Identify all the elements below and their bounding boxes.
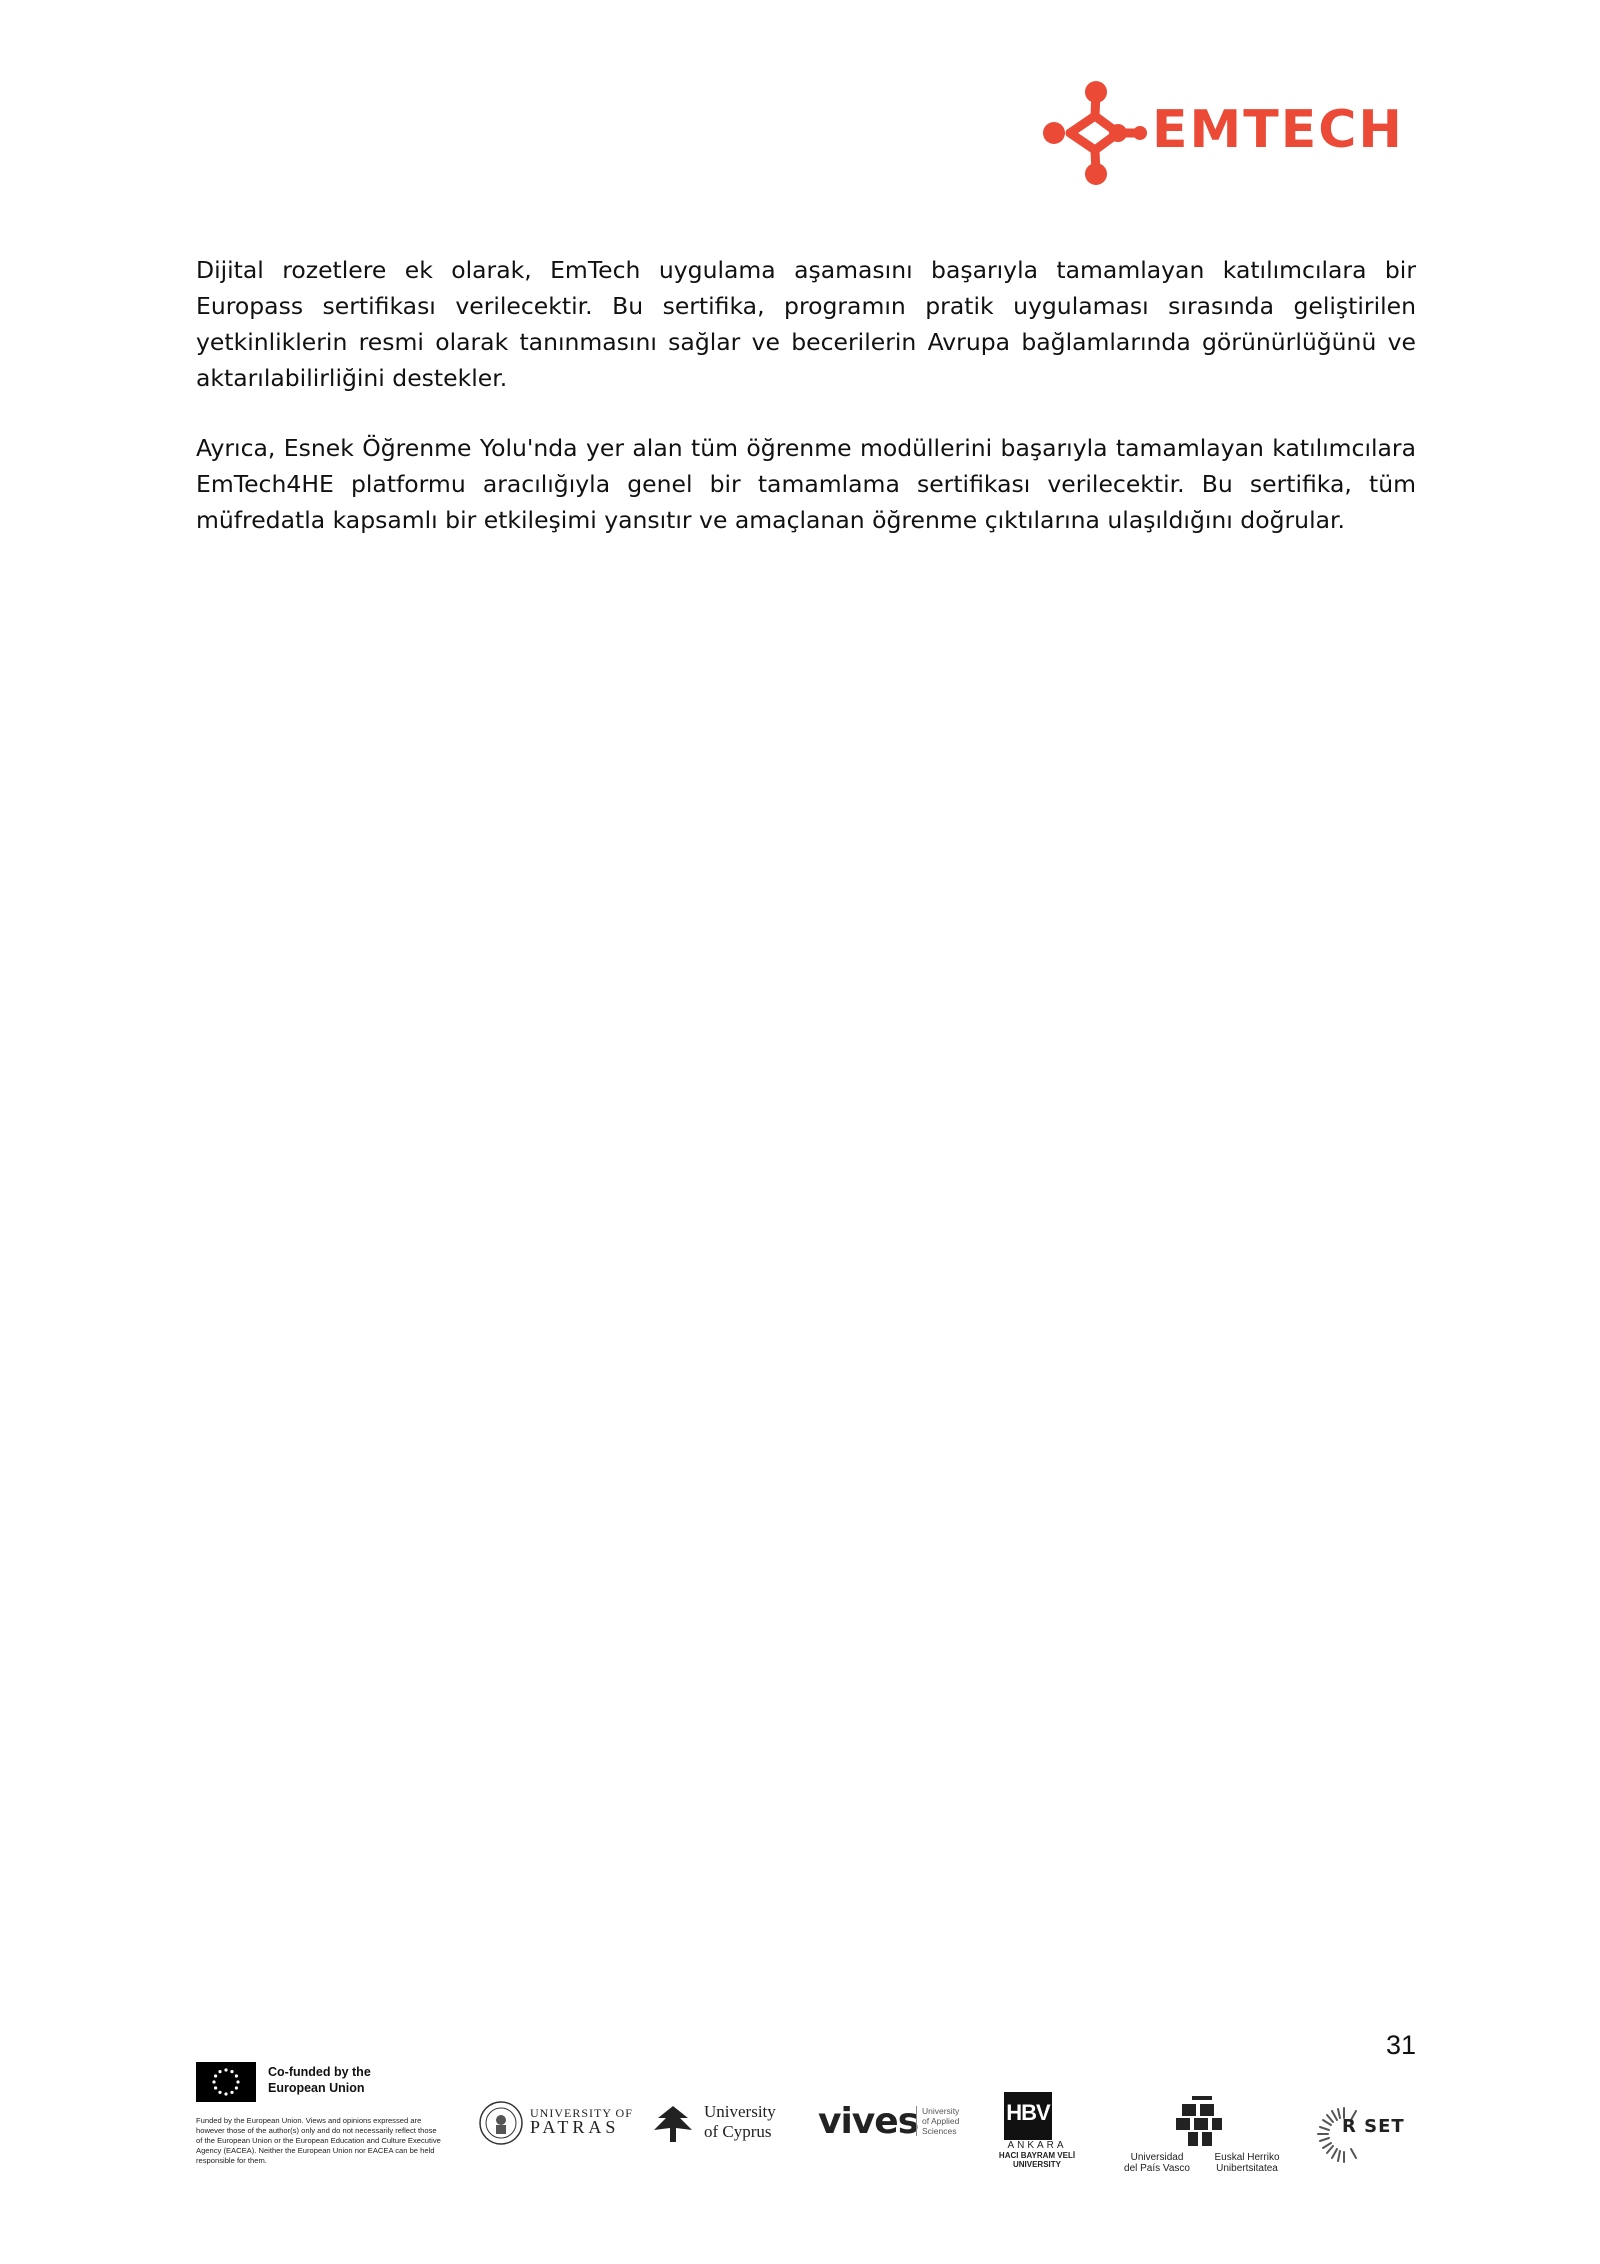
molecule-network-icon	[1040, 78, 1150, 188]
upv-caption-spanish	[1112, 2152, 1202, 2174]
eu-disclaimer: Funded by the European Union. Views and opinions expressed are however those of the author(s) only and do not necessarily reflect those of the European Union or the European Education and Culture Executive Agency (EACEA). Neither the European Union nor EACEA can be held responsible for them.	[196, 2116, 441, 2165]
hbv-letters: HBV	[1006, 2100, 1050, 2125]
upv-caption-basque	[1202, 2152, 1292, 2174]
university-of-patras-logo	[478, 2100, 633, 2170]
upv-ehu-logo	[1112, 2096, 1292, 2174]
upv-caption-b-line1: Euskal Herriko	[1214, 2152, 1280, 2163]
patras-line1: UNIVERSITY OF	[530, 2106, 633, 2120]
university-of-cyprus-logo	[650, 2102, 776, 2172]
footer	[196, 2062, 1420, 2192]
cyprus-tree-icon	[650, 2102, 696, 2144]
upv-caption-a-line2: del País Vasco	[1124, 2163, 1190, 2174]
eu-cofunded-label: Co-funded by the European Union	[268, 2065, 371, 2095]
patras-line2: PATRAS	[530, 2117, 620, 2137]
vives-wordmark: vives	[818, 2101, 919, 2142]
reset-logo	[1314, 2104, 1418, 2174]
hbv-name-line2: UNIVERSITY	[1012, 2160, 1061, 2169]
cyprus-wordmark	[704, 2102, 776, 2142]
cyprus-line1: University	[704, 2102, 776, 2121]
cyprus-line2: of Cyprus	[704, 2122, 772, 2141]
hbv-name	[982, 2151, 1092, 2169]
patras-wordmark	[530, 2106, 633, 2136]
vives-sub-line2: of Applied	[922, 2116, 960, 2126]
paragraph: Ayrıca, Esnek Öğrenme Yolu'nda yer alan tüm öğrenme modüllerini başarıyla tamamlayan katılımcılara EmTech4HE platformu aracılığıyla genel bir tamamlama sertifikası verilecektir. Bu sertifika, tüm müfredatla kapsamlı bir etkileşimi yansıtır ve amaçlanan öğrenme çıktılarına ulaşıldığını doğrular.	[196, 434, 1416, 534]
emtech-logo	[1040, 78, 1420, 188]
hbv-name-line1: HACI BAYRAM VELİ	[998, 2151, 1076, 2160]
vives-subtitle	[916, 2106, 959, 2136]
vives-sub-line3: Sciences	[922, 2126, 957, 2136]
page-number: 31	[1385, 2030, 1416, 2060]
paragraph: Dijital rozetlere ek olarak, EmTech uygulama aşamasını başarıyla tamamlayan katılımcılara bir Europass sertifikası verilecektir. Bu sertifika, programın pratik uygulaması sırasında geliştirilen yetkinliklerin resmi olarak tanınmasını sağlar ve becerilerin Avrupa bağlamlarında görünürlüğünü ve aktarılabilirliğini destekler.	[196, 256, 1416, 392]
reset-wordmark: R SET	[1342, 2116, 1405, 2137]
eu-flag-icon	[196, 2062, 256, 2102]
upv-ehu-emblem-icon	[1112, 2096, 1292, 2150]
vives-sub-line1: University	[922, 2106, 960, 2116]
hbv-city: ANKARA	[1007, 2140, 1067, 2151]
logo-wordmark: EMTECH	[1152, 100, 1404, 160]
document-body	[196, 252, 1416, 572]
upv-caption-b-line2: Unibertsitatea	[1216, 2163, 1278, 2174]
patras-seal-icon	[478, 2100, 524, 2146]
haci-bayram-veli-logo	[982, 2092, 1092, 2169]
upv-caption-a-line1: Universidad	[1130, 2152, 1184, 2163]
